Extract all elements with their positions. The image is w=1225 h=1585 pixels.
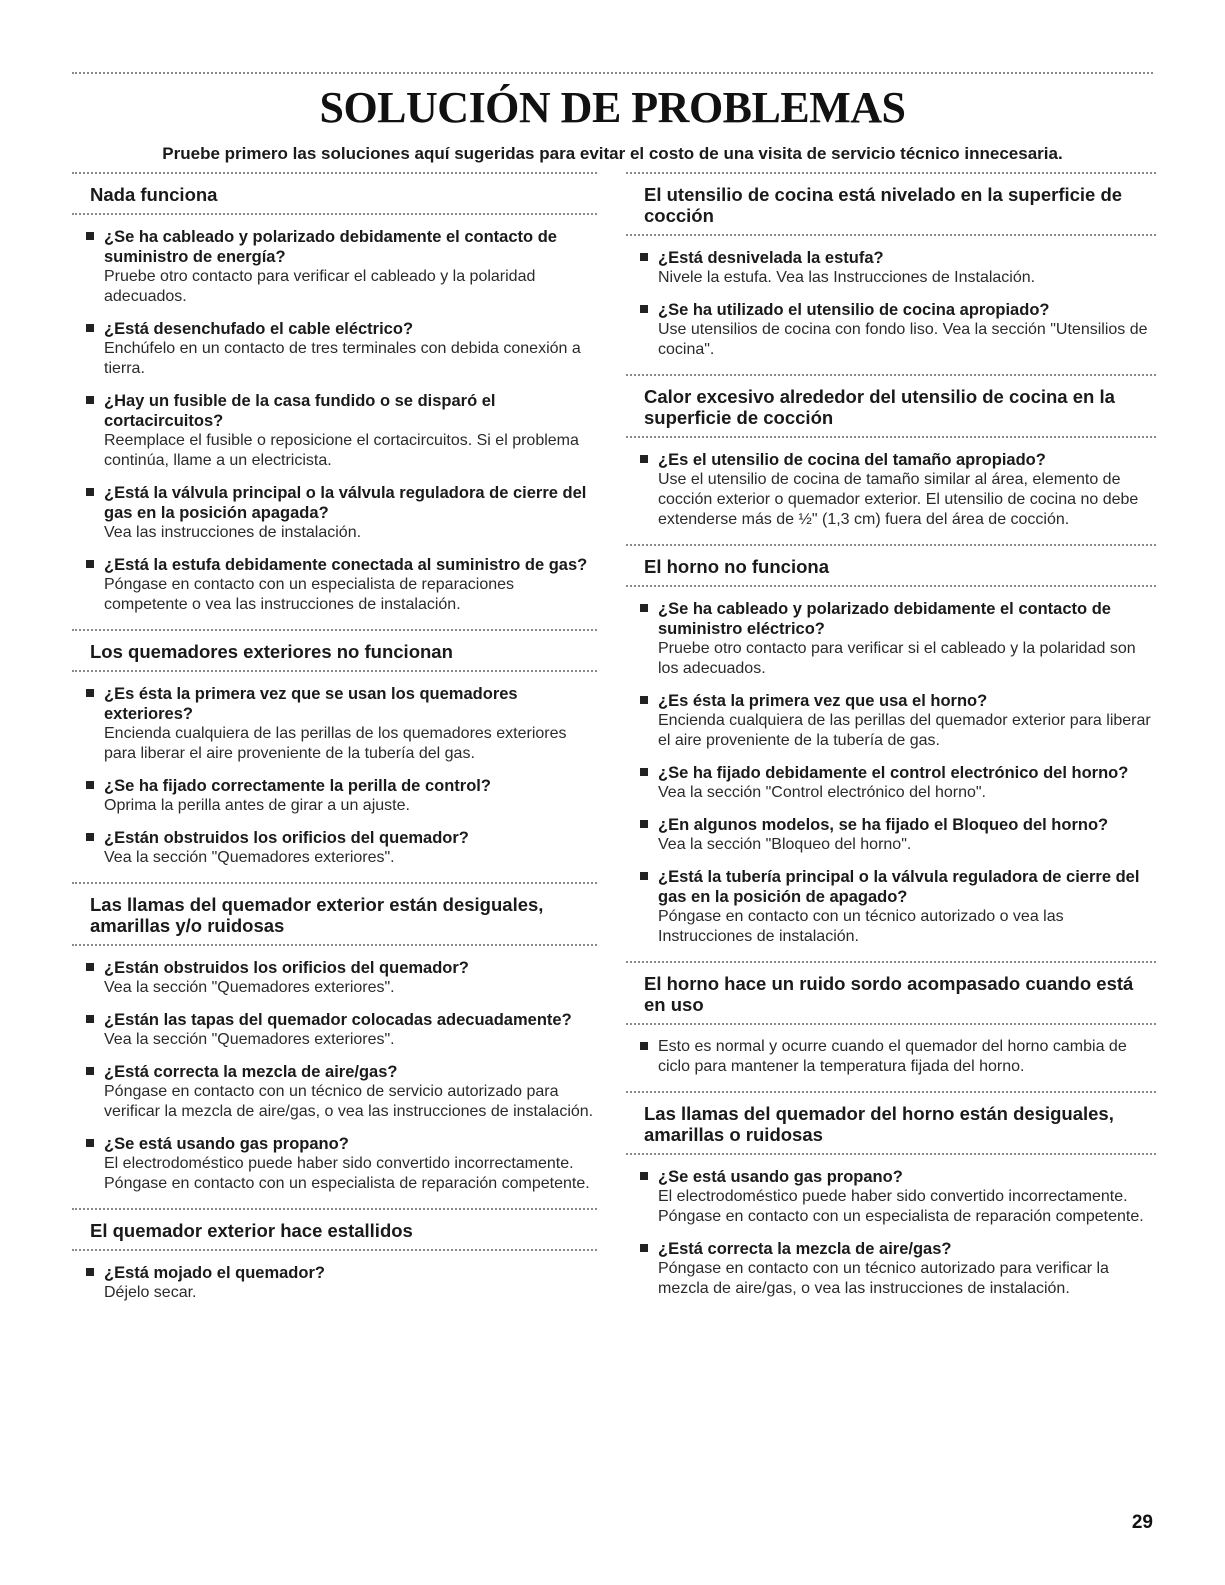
troubleshooting-item bbox=[626, 248, 1156, 288]
troubleshooting-section bbox=[626, 1091, 1156, 1299]
square-bullet-icon bbox=[86, 488, 94, 496]
troubleshooting-item bbox=[72, 555, 597, 615]
answer-text: Póngase en contacto con un especialista de reparaciones competente o vea las instrucciones de instalación. bbox=[104, 576, 515, 613]
troubleshooting-item bbox=[72, 1010, 597, 1050]
square-bullet-icon bbox=[640, 696, 648, 704]
page-subtitle: Pruebe primero las soluciones aquí sugeridas para evitar el costo de una visita de servicio técnico innecesaria. bbox=[162, 144, 1063, 163]
section-title: Nada funciona bbox=[90, 184, 218, 205]
answer-text: Vea la sección "Quemadores exteriores". bbox=[104, 979, 395, 996]
troubleshooting-item bbox=[72, 391, 597, 471]
section-divider bbox=[72, 670, 597, 672]
answer-text: Vea la sección "Quemadores exteriores". bbox=[104, 849, 395, 866]
troubleshooting-item bbox=[626, 691, 1156, 751]
troubleshooting-item bbox=[626, 599, 1156, 679]
square-bullet-icon bbox=[86, 1139, 94, 1147]
question-text: ¿Se está usando gas propano? bbox=[658, 1168, 903, 1186]
section-divider bbox=[626, 585, 1156, 587]
section-divider bbox=[626, 1023, 1156, 1025]
square-bullet-icon bbox=[86, 781, 94, 789]
question-text: ¿Están obstruidos los orificios del quemador? bbox=[104, 959, 469, 977]
section-title: El quemador exterior hace estallidos bbox=[90, 1220, 413, 1241]
troubleshooting-item bbox=[626, 1037, 1156, 1077]
question-text: ¿Se ha cableado y polarizado debidamente el contacto de suministro de energía? bbox=[104, 228, 557, 266]
square-bullet-icon bbox=[86, 1268, 94, 1276]
square-bullet-icon bbox=[86, 963, 94, 971]
question-text: ¿Está la tubería principal o la válvula reguladora de cierre del gas en la posición de apagado? bbox=[658, 868, 1140, 906]
troubleshooting-item bbox=[72, 1263, 597, 1303]
top-divider bbox=[72, 72, 1153, 74]
section-divider bbox=[626, 234, 1156, 236]
question-text: ¿Está desenchufado el cable eléctrico? bbox=[104, 320, 414, 338]
answer-text: Póngase en contacto con un técnico autorizado o vea las Instrucciones de instalación. bbox=[658, 908, 1064, 945]
answer-text: Vea la sección "Control electrónico del horno". bbox=[658, 784, 986, 801]
troubleshooting-section bbox=[72, 882, 597, 1194]
troubleshooting-item bbox=[72, 483, 597, 543]
section-divider bbox=[72, 213, 597, 215]
answer-text: Póngase en contacto con un técnico de servicio autorizado para verificar la mezcla de aire/gas, o vea las instrucciones de instalación. bbox=[104, 1083, 594, 1120]
square-bullet-icon bbox=[640, 872, 648, 880]
troubleshooting-section bbox=[626, 961, 1156, 1077]
section-title: Las llamas del quemador del horno están desiguales, amarillas o ruidosas bbox=[644, 1103, 1114, 1145]
question-text: ¿Está la válvula principal o la válvula reguladora de cierre del gas en la posición apagada? bbox=[104, 484, 587, 522]
question-text: ¿Está mojado el quemador? bbox=[104, 1264, 325, 1282]
answer-text: Esto es normal y ocurre cuando el quemador del horno cambia de ciclo para mantener la temperatura fijada del horno. bbox=[658, 1038, 1127, 1075]
square-bullet-icon bbox=[86, 324, 94, 332]
question-text: ¿Hay un fusible de la casa fundido o se disparó el cortacircuitos? bbox=[104, 392, 496, 430]
troubleshooting-item bbox=[72, 1062, 597, 1122]
right-column bbox=[626, 172, 1156, 1313]
question-text: ¿Es el utensilio de cocina del tamaño apropiado? bbox=[658, 451, 1046, 469]
square-bullet-icon bbox=[640, 1172, 648, 1180]
question-text: ¿Está correcta la mezcla de aire/gas? bbox=[658, 1240, 952, 1258]
square-bullet-icon bbox=[86, 396, 94, 404]
question-text: ¿Se ha cableado y polarizado debidamente el contacto de suministro eléctrico? bbox=[658, 600, 1111, 638]
answer-text: Vea las instrucciones de instalación. bbox=[104, 524, 362, 541]
square-bullet-icon bbox=[86, 1067, 94, 1075]
answer-text: Use utensilios de cocina con fondo liso. Vea la sección "Utensilios de cocina". bbox=[658, 321, 1148, 358]
section-divider bbox=[626, 436, 1156, 438]
troubleshooting-item bbox=[626, 1239, 1156, 1299]
question-text: ¿Se está usando gas propano? bbox=[104, 1135, 349, 1153]
square-bullet-icon bbox=[640, 305, 648, 313]
answer-text: El electrodoméstico puede haber sido convertido incorrectamente. Póngase en contacto con un especialista de reparación competente. bbox=[104, 1155, 590, 1192]
answer-text: Reemplace el fusible o reposicione el cortacircuitos. Si el problema continúa, llame a un electricista. bbox=[104, 432, 579, 469]
troubleshooting-item bbox=[626, 815, 1156, 855]
question-text: ¿Se ha utilizado el utensilio de cocina apropiado? bbox=[658, 301, 1050, 319]
troubleshooting-section bbox=[72, 1208, 597, 1303]
question-text: ¿Es ésta la primera vez que se usan los quemadores exteriores? bbox=[104, 685, 518, 723]
section-title: Las llamas del quemador exterior están desiguales, amarillas y/o ruidosas bbox=[90, 894, 544, 936]
square-bullet-icon bbox=[640, 253, 648, 261]
section-title: Los quemadores exteriores no funcionan bbox=[90, 641, 453, 662]
troubleshooting-item bbox=[72, 684, 597, 764]
question-text: ¿Es ésta la primera vez que usa el horno? bbox=[658, 692, 988, 710]
troubleshooting-item bbox=[626, 1167, 1156, 1227]
section-title: El horno no funciona bbox=[644, 556, 829, 577]
question-text: ¿Están obstruidos los orificios del quemador? bbox=[104, 829, 469, 847]
page-title: SOLUCIÓN DE PROBLEMAS bbox=[319, 83, 906, 132]
troubleshooting-item bbox=[72, 227, 597, 307]
answer-text: Pruebe otro contacto para verificar el cableado y la polaridad adecuados. bbox=[104, 268, 536, 305]
answer-text: Enchúfelo en un contacto de tres terminales con debida conexión a tierra. bbox=[104, 340, 581, 377]
troubleshooting-item bbox=[626, 300, 1156, 360]
troubleshooting-item bbox=[72, 319, 597, 379]
question-text: ¿Se ha fijado correctamente la perilla de control? bbox=[104, 777, 491, 795]
answer-text: Encienda cualquiera de las perillas de los quemadores exteriores para liberar el aire proveniente de la tubería del gas. bbox=[104, 725, 567, 762]
question-text: ¿Está correcta la mezcla de aire/gas? bbox=[104, 1063, 398, 1081]
answer-text: Use el utensilio de cocina de tamaño similar al área, elemento de cocción exterior o quemador exterior. El utensilio de cocina no debe extenderse más de ½" (1,3 cm) fuera del área de cocción. bbox=[658, 471, 1139, 528]
answer-text: Encienda cualquiera de las perillas del quemador exterior para liberar el aire proveniente de la tubería de gas. bbox=[658, 712, 1151, 749]
square-bullet-icon bbox=[86, 689, 94, 697]
question-text: ¿Se ha fijado debidamente el control electrónico del horno? bbox=[658, 764, 1129, 782]
troubleshooting-section bbox=[72, 172, 597, 615]
answer-text: Nivele la estufa. Vea las Instrucciones de Instalación. bbox=[658, 269, 1036, 286]
troubleshooting-section bbox=[72, 629, 597, 868]
answer-text: Póngase en contacto con un técnico autorizado para verificar la mezcla de aire/gas, o vea las instrucciones de instalación. bbox=[658, 1260, 1109, 1297]
square-bullet-icon bbox=[86, 560, 94, 568]
troubleshooting-item bbox=[72, 958, 597, 998]
square-bullet-icon bbox=[640, 604, 648, 612]
troubleshooting-item bbox=[626, 450, 1156, 530]
section-divider bbox=[72, 944, 597, 946]
answer-text: Vea la sección "Quemadores exteriores". bbox=[104, 1031, 395, 1048]
square-bullet-icon bbox=[86, 1015, 94, 1023]
troubleshooting-section bbox=[626, 544, 1156, 947]
answer-text: El electrodoméstico puede haber sido convertido incorrectamente. Póngase en contacto con un especialista de reparación competente. bbox=[658, 1188, 1144, 1225]
troubleshooting-section bbox=[626, 172, 1156, 360]
troubleshooting-item bbox=[72, 1134, 597, 1194]
answer-text: Oprima la perilla antes de girar a un ajuste. bbox=[104, 797, 410, 814]
section-title: El horno hace un ruido sordo acompasado cuando está en uso bbox=[644, 973, 1134, 1015]
left-column bbox=[72, 172, 597, 1317]
troubleshooting-section bbox=[626, 374, 1156, 530]
troubleshooting-item bbox=[626, 763, 1156, 803]
square-bullet-icon bbox=[640, 455, 648, 463]
square-bullet-icon bbox=[640, 1042, 648, 1050]
troubleshooting-item bbox=[72, 828, 597, 868]
troubleshooting-item bbox=[72, 776, 597, 816]
square-bullet-icon bbox=[640, 768, 648, 776]
answer-text: Pruebe otro contacto para verificar si el cableado y la polaridad son los adecuados. bbox=[658, 640, 1136, 677]
question-text: ¿Están las tapas del quemador colocadas adecuadamente? bbox=[104, 1011, 572, 1029]
question-text: ¿En algunos modelos, se ha fijado el Bloqueo del horno? bbox=[658, 816, 1109, 834]
section-title: El utensilio de cocina está nivelado en la superficie de cocción bbox=[644, 184, 1123, 226]
troubleshooting-item bbox=[626, 867, 1156, 947]
square-bullet-icon bbox=[640, 1244, 648, 1252]
section-divider bbox=[72, 1249, 597, 1251]
section-title: Calor excesivo alrededor del utensilio de cocina en la superficie de cocción bbox=[644, 386, 1115, 428]
square-bullet-icon bbox=[86, 232, 94, 240]
question-text: ¿Está desnivelada la estufa? bbox=[658, 249, 884, 267]
square-bullet-icon bbox=[640, 820, 648, 828]
question-text: ¿Está la estufa debidamente conectada al suministro de gas? bbox=[104, 556, 588, 574]
square-bullet-icon bbox=[86, 833, 94, 841]
page-number: 29 bbox=[1131, 1512, 1153, 1533]
answer-text: Vea la sección "Bloqueo del horno". bbox=[658, 836, 912, 853]
answer-text: Déjelo secar. bbox=[104, 1284, 197, 1301]
section-divider bbox=[626, 1153, 1156, 1155]
